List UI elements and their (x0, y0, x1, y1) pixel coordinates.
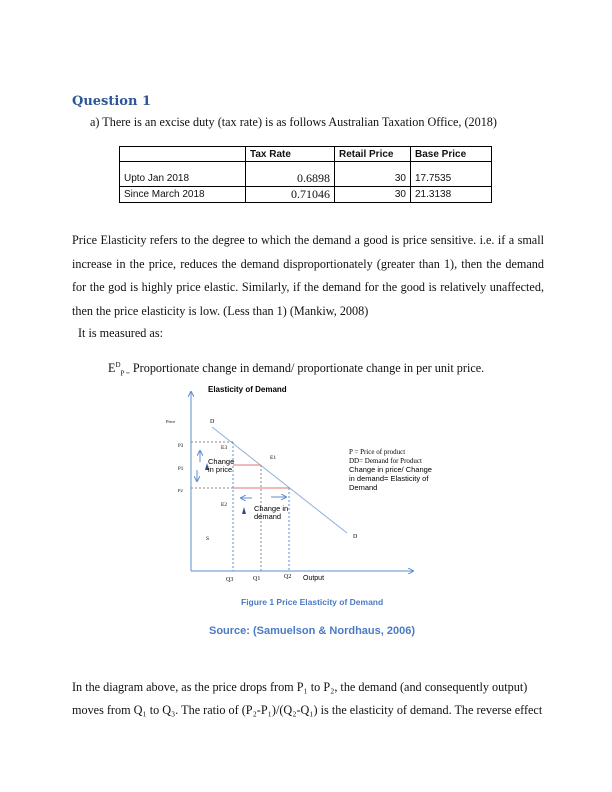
change-demand-label: Change in (254, 504, 289, 513)
diagram-labels (166, 419, 432, 583)
label-e1: E1 (270, 455, 277, 461)
paragraph-line: moves from Q₁ to Q₃. The ratio of (P₂-P₁)/(Q₂-Q₁) is the elasticity of demand. The reverse effect (72, 703, 543, 717)
pointer-icon (242, 507, 246, 514)
question-heading: Question 1 (72, 94, 152, 109)
paragraph-line: In the diagram above, as the price drops from P₁ to P₂, the demand (and consequently output) (72, 680, 528, 694)
table-cell: Upto Jan 2018 (120, 171, 246, 187)
label-d: D (353, 534, 358, 540)
change-demand-label: demand (254, 512, 282, 521)
table-cell: 30 (335, 171, 411, 187)
price-axis-label: Price (166, 419, 176, 424)
figure-title: Elasticity of Demand (208, 385, 287, 394)
table-cell: 30 (335, 187, 411, 203)
label-q1: Q1 (253, 576, 261, 582)
label-d: D (210, 419, 215, 425)
output-axis-label: Output (303, 575, 325, 582)
table-cell: Since March 2018 (120, 187, 246, 203)
label-p3: P3 (178, 444, 184, 449)
legend-line: DD= Demand for Product (349, 457, 422, 465)
table-header: Tax Rate (246, 147, 335, 162)
legend-line: Demand (349, 483, 378, 492)
formula-base: E (108, 361, 116, 376)
label-e2: E2 (221, 502, 228, 508)
label-p2: P2 (178, 488, 183, 493)
table-cell: 17.7535 (411, 171, 492, 187)
figure-source: Source: (Samuelson & Nordhaus, 2006) (209, 625, 415, 637)
table-cell: 0.71046 (246, 187, 335, 203)
formula-text: Proportionate change in demand/ proportionate change in per unit price. (129, 361, 485, 376)
table-cell: 21.3138 (411, 187, 492, 203)
table-header: Retail Price (335, 147, 411, 162)
formula-sup: D (115, 361, 121, 369)
legend-line: Change in price/ Change (349, 465, 432, 474)
label-q2: Q2 (284, 574, 292, 580)
change-price-label: Change (208, 457, 235, 466)
label-q3: Q3 (226, 577, 234, 583)
table-header: Base Price (411, 147, 492, 162)
formula-sub: P = (120, 369, 130, 378)
label-p1: P1 (178, 467, 184, 472)
paragraph-elasticity: Price Elasticity refers to the degree to which the demand a good is price sensitive. i.e. if a small increase in the price, reduces the demand disproportionately (greater than 1), then the demand for the god is highly price elastic. Similarly, if the demand for the good is relatively unaffected, then the price elasticity is low. (Less than 1) (Mankiw, 2008) (72, 233, 544, 318)
change-price-label: in price (208, 465, 233, 474)
measured-text: It is measured as: (78, 326, 163, 340)
label-e3: E3 (221, 445, 228, 451)
legend-line: in demand= Elasticity of (349, 474, 429, 483)
table-cell: 0.6898 (246, 171, 335, 187)
legend-line: P = Price of product (349, 448, 406, 456)
figure-caption: Figure 1 Price Elasticity of Demand (241, 597, 384, 607)
item-a-text: a) There is an excise duty (tax rate) is as follows Australian Taxation Office, (2018) (90, 115, 497, 129)
label-s: S (206, 536, 210, 542)
